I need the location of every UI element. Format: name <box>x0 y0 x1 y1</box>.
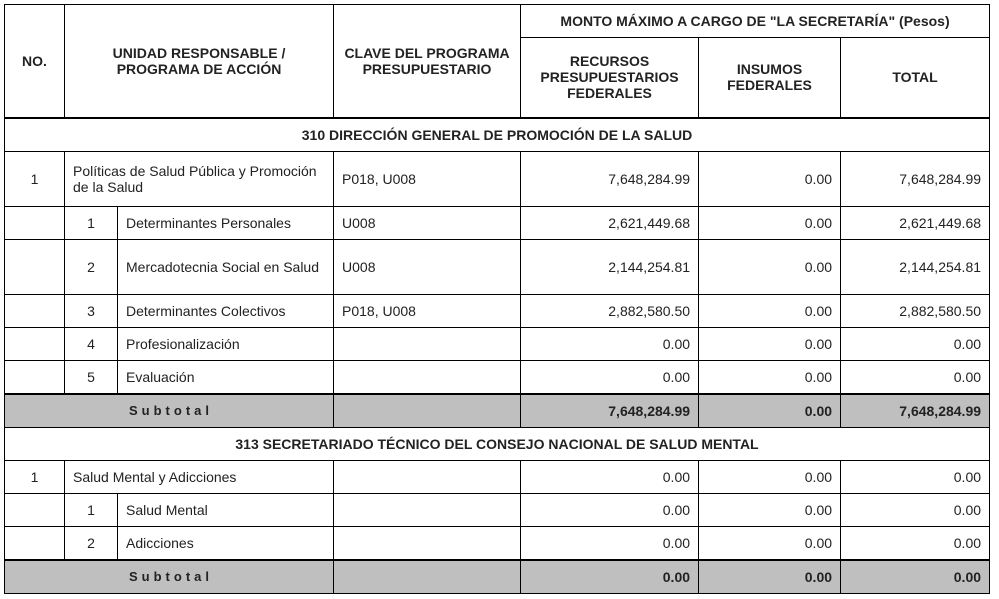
program-recursos: 0.00 <box>521 460 699 493</box>
subtotal-insumos: 0.00 <box>699 394 841 428</box>
item-recursos: 2,882,580.50 <box>521 294 699 327</box>
program-clave <box>334 460 521 493</box>
header-insumos: INSUMOS FEDERALES <box>699 38 841 118</box>
table-row <box>5 327 990 360</box>
item-clave <box>334 493 521 526</box>
subtotal-total: 7,648,284.99 <box>841 394 990 428</box>
budget-table <box>4 4 990 594</box>
program-name: Salud Mental y Adicciones <box>65 460 334 493</box>
item-insumos: 0.00 <box>699 239 841 294</box>
header-total: TOTAL <box>841 38 990 118</box>
item-no: 2 <box>65 239 118 294</box>
item-clave: U008 <box>334 239 521 294</box>
item-recursos: 2,144,254.81 <box>521 239 699 294</box>
item-name: Adicciones <box>118 526 334 560</box>
item-total: 2,621,449.68 <box>841 206 990 239</box>
item-no: 4 <box>65 327 118 360</box>
section-header-row <box>5 118 990 152</box>
program-insumos: 0.00 <box>699 151 841 206</box>
item-name: Salud Mental <box>118 493 334 526</box>
item-name: Determinantes Personales <box>118 206 334 239</box>
item-recursos: 0.00 <box>521 360 699 394</box>
section-header-row <box>5 427 990 460</box>
item-total: 0.00 <box>841 493 990 526</box>
program-recursos: 7,648,284.99 <box>521 151 699 206</box>
item-recursos: 0.00 <box>521 526 699 560</box>
program-no: 1 <box>5 460 65 493</box>
item-insumos: 0.00 <box>699 294 841 327</box>
item-clave: U008 <box>334 206 521 239</box>
program-total: 7,648,284.99 <box>841 151 990 206</box>
item-name: Profesionalización <box>118 327 334 360</box>
program-name: Políticas de Salud Pública y Promoción de la Salud <box>65 151 334 206</box>
item-name: Mercadotecnia Social en Salud <box>118 239 334 294</box>
subtotal-insumos: 0.00 <box>699 560 841 594</box>
table-row <box>5 206 990 239</box>
item-total: 2,144,254.81 <box>841 239 990 294</box>
item-recursos: 0.00 <box>521 493 699 526</box>
subtotal-row <box>5 560 990 594</box>
item-insumos: 0.00 <box>699 206 841 239</box>
header-no: NO. <box>5 5 65 118</box>
header-monto: MONTO MÁXIMO A CARGO DE "LA SECRETARÍA" (Pesos) <box>521 5 990 38</box>
item-total: 0.00 <box>841 526 990 560</box>
item-no: 5 <box>65 360 118 394</box>
subtotal-recursos: 7,648,284.99 <box>521 394 699 428</box>
table-row <box>5 239 990 294</box>
subtotal-row <box>5 394 990 428</box>
table-row <box>5 493 990 526</box>
item-clave <box>334 360 521 394</box>
program-insumos: 0.00 <box>699 460 841 493</box>
program-row <box>5 151 990 206</box>
item-recursos: 0.00 <box>521 327 699 360</box>
item-recursos: 2,621,449.68 <box>521 206 699 239</box>
section-title: 310 DIRECCIÓN GENERAL DE PROMOCIÓN DE LA SALUD <box>5 118 990 152</box>
program-clave: P018, U008 <box>334 151 521 206</box>
program-no: 1 <box>5 151 65 206</box>
item-clave: P018, U008 <box>334 294 521 327</box>
subtotal-total: 0.00 <box>841 560 990 594</box>
item-clave <box>334 526 521 560</box>
header-recursos: RECURSOS PRESUPUESTARIOS FEDERALES <box>521 38 699 118</box>
item-insumos: 0.00 <box>699 327 841 360</box>
subtotal-label: Subtotal <box>5 394 334 428</box>
item-clave <box>334 327 521 360</box>
item-total: 2,882,580.50 <box>841 294 990 327</box>
subtotal-label: Subtotal <box>5 560 334 594</box>
item-total: 0.00 <box>841 360 990 394</box>
item-name: Evaluación <box>118 360 334 394</box>
item-no: 3 <box>65 294 118 327</box>
item-total: 0.00 <box>841 327 990 360</box>
item-no: 1 <box>65 493 118 526</box>
item-no: 2 <box>65 526 118 560</box>
item-no: 1 <box>65 206 118 239</box>
subtotal-recursos: 0.00 <box>521 560 699 594</box>
table-row <box>5 294 990 327</box>
header-clave: CLAVE DEL PROGRAMA PRESUPUESTARIO <box>334 5 521 118</box>
item-insumos: 0.00 <box>699 526 841 560</box>
table-row <box>5 360 990 394</box>
item-insumos: 0.00 <box>699 360 841 394</box>
item-insumos: 0.00 <box>699 493 841 526</box>
item-name: Determinantes Colectivos <box>118 294 334 327</box>
table-row <box>5 526 990 560</box>
program-row <box>5 460 990 493</box>
program-total: 0.00 <box>841 460 990 493</box>
section-title: 313 SECRETARIADO TÉCNICO DEL CONSEJO NACIONAL DE SALUD MENTAL <box>5 427 990 460</box>
header-unidad: UNIDAD RESPONSABLE / PROGRAMA DE ACCIÓN <box>65 5 334 118</box>
